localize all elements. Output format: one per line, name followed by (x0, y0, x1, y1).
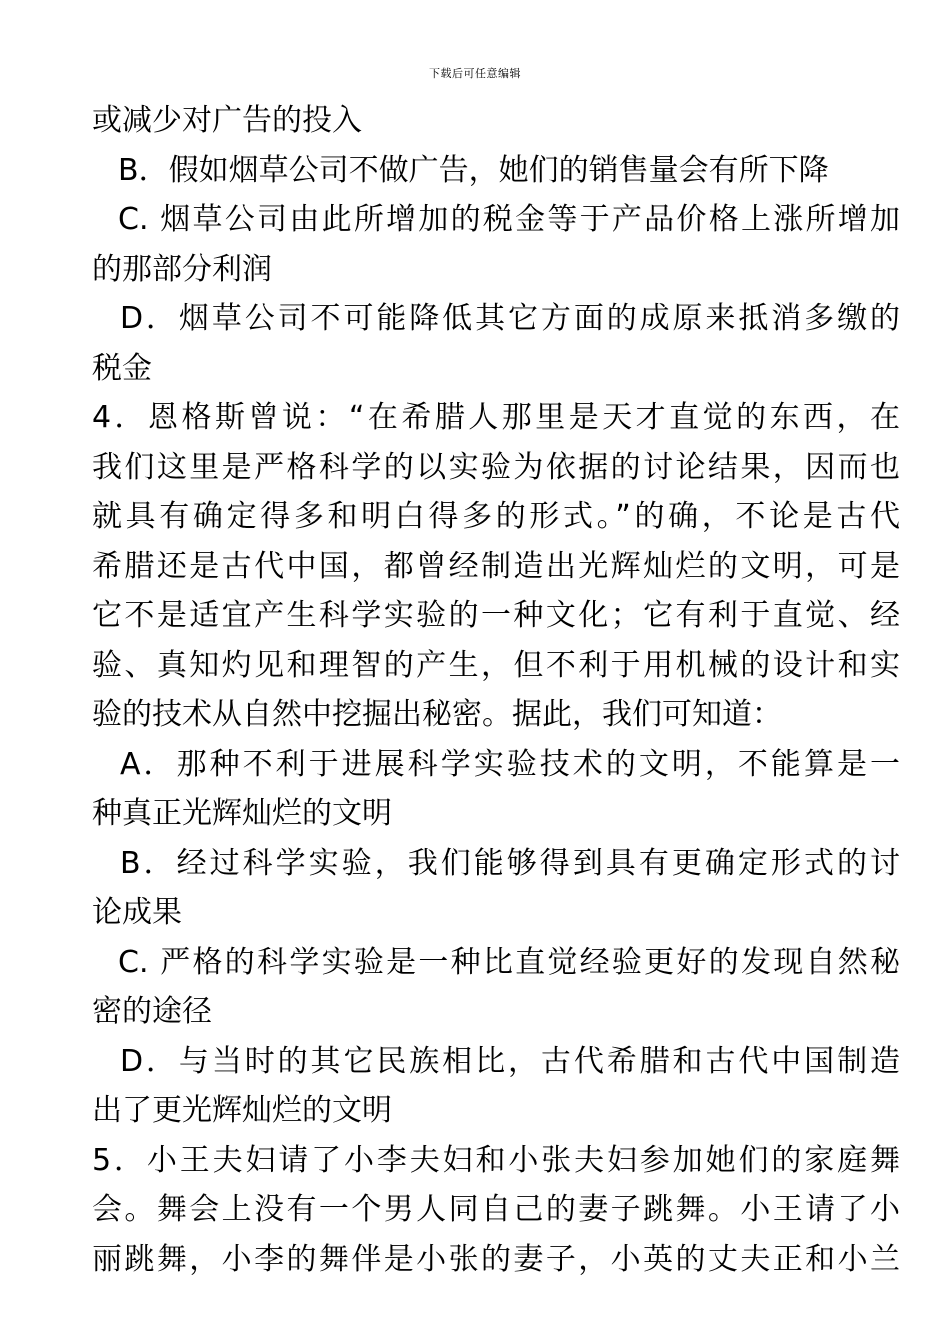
text-line: 丽跳舞，小李的舞伴是小张的妻子，小英的丈夫正和小兰 (92, 1241, 900, 1277)
text-line: 出了更光辉灿烂的文明 (92, 1093, 392, 1128)
page-header: 下载后可任意编辑 (429, 67, 521, 80)
option-d-line: D．与当时的其它民族相比，古代希腊和古代中国制造 (120, 1043, 900, 1079)
option-c-line: C. 严格的科学实验是一种比直觉经验更好的发现自然秘 (118, 944, 900, 980)
option-d-line: D．烟草公司不可能降低其它方面的成原来抵消多缴的 (120, 301, 900, 336)
question-5-line: 5．小王夫妇请了小李夫妇和小张夫妇参加她们的家庭舞 (92, 1142, 900, 1178)
text-line: 希腊还是古代中国，都曾经制造出光辉灿烂的文明，可是 (92, 548, 900, 584)
question-4-line: 4．恩格斯曾说：“在希腊人那里是天才直觉的东西，在 (92, 400, 900, 435)
option-b-line: B．经过科学实验，我们能够得到具有更确定形式的讨 (120, 845, 900, 881)
text-line: 税金 (92, 350, 152, 386)
option-b-line: B．假如烟草公司不做广告，她们的销售量会有所下降 (118, 152, 829, 188)
text-line: 它不是适宜产生科学实验的一种文化；它有利于直觉、经 (92, 598, 900, 633)
text-line: 就具有确定得多和明白得多的形式。”的确，不论是古代 (92, 499, 900, 534)
text-line: 的那部分利润 (92, 251, 272, 287)
option-c-line: C. 烟草公司由此所增加的税金等于产品价格上涨所增加 (118, 202, 900, 237)
text-line: 验、真知灼见和理智的产生，但不利于用机械的设计和实 (92, 647, 900, 683)
document-body (92, 96, 900, 1284)
option-a-line: A．那种不利于进展科学实验技术的文明，不能算是一 (120, 746, 900, 782)
text-line: 验的技术从自然中挖掘出秘密。据此，我们可知道： (92, 697, 782, 732)
text-line: 论成果 (92, 895, 182, 930)
text-line: 种真正光辉灿烂的文明 (92, 796, 392, 831)
text-line: 会。舞会上没有一个男人同自己的妻子跳舞。小王请了小 (92, 1192, 900, 1227)
text-line: 密的途径 (92, 994, 212, 1029)
text-line: 或减少对广告的投入 (92, 103, 362, 138)
text-line: 我们这里是严格科学的以实验为依据的讨论结果，因而也 (92, 449, 900, 485)
